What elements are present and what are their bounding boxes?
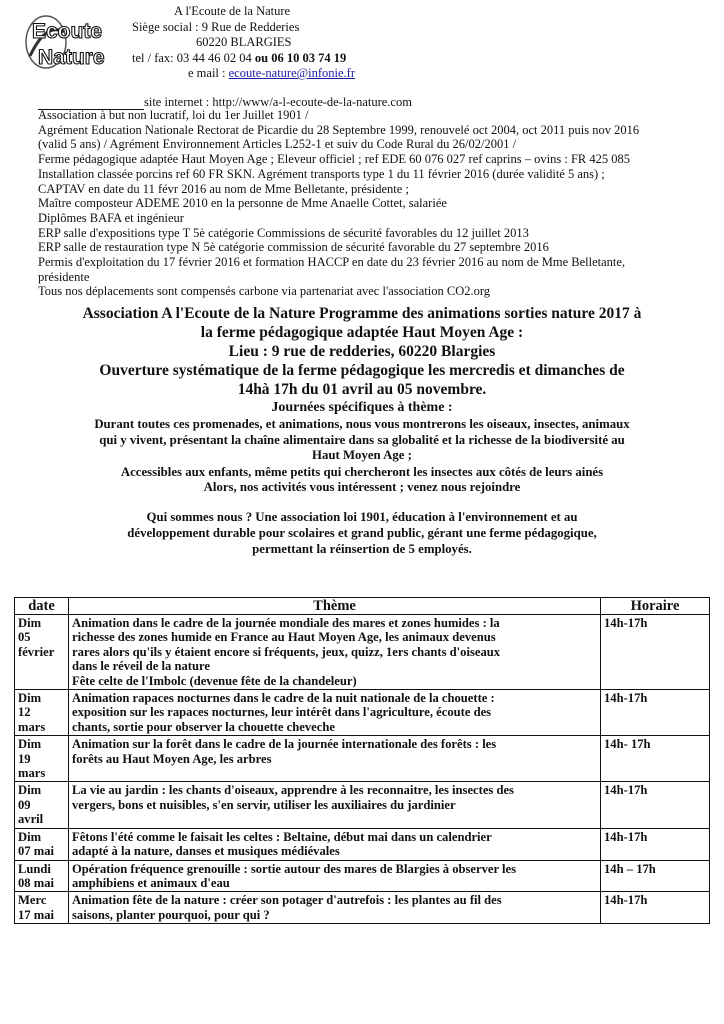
info-line: Permis d'exploitation du 17 février 2016 et formation HACCP en date du 23 février 2016 au nom de Mme Belletante, — [38, 255, 626, 270]
date-cell — [15, 690, 69, 736]
date-line: mars — [18, 719, 46, 734]
info-line: Agrément Education Nationale Rectorat de Picardie du 28 Septembre 1999, renouvelé oct 2004, oct 2011 puis nov 2016 — [38, 122, 640, 137]
date-line: Lundi — [18, 861, 51, 876]
city: 60220 BLARGIES — [196, 35, 292, 49]
kids-line: Accessibles aux enfants, même petits qui chercheront les insectes aux côtés de leurs ainés — [120, 464, 604, 479]
theme-line: amphibiens et animaux d'eau — [72, 875, 230, 890]
phone: tel / fax: 03 44 46 02 04 — [132, 50, 252, 65]
info-line: Association à but non lucratif, loi du 1er Juillet 1901 / — [38, 108, 309, 122]
logo-word-nature: Nature — [38, 46, 105, 69]
table-row — [15, 860, 710, 892]
info-line: CAPTAV en date du 11 févr 2016 au nom de Mme Belletante, présidente ; — [38, 181, 409, 196]
theme-line: Animation fête de la nature : créer son potager d'autrefois : les plantes au fil des — [72, 893, 502, 908]
intro-line: Durant toutes ces promenades, et animations, nous vous montrerons les oiseaux, insectes, animaux — [94, 417, 630, 431]
logo — [24, 12, 128, 72]
website[interactable]: site internet : http://www/a-l-ecoute-de-la-nature.com — [144, 95, 412, 109]
date-line: 12 — [18, 705, 31, 720]
theme-line: vergers, bons et nuisibles, s'en servir, utiliser les auxiliaires du jardinier — [72, 797, 456, 812]
date-cell — [15, 828, 69, 860]
theme-cell — [69, 860, 601, 892]
accreditation-list — [38, 108, 708, 299]
who-line: permettant la réinsertion de 5 employés. — [252, 541, 472, 556]
date-line: Merc — [18, 893, 47, 908]
table-row — [15, 892, 710, 924]
header-date: date — [15, 598, 69, 615]
program-title: Association A l'Ecoute de la Nature Programme des animations sorties nature 2017 à — [82, 305, 642, 322]
theme-cell — [69, 828, 601, 860]
table-header-row — [15, 598, 710, 615]
date-line: Dim — [18, 737, 42, 752]
theme-cell — [69, 782, 601, 828]
date-line: Dim — [18, 829, 42, 844]
header-horaire: Horaire — [601, 598, 710, 615]
intro-line: Haut Moyen Age ; — [312, 448, 412, 463]
date-line: 07 mai — [18, 844, 55, 859]
date-line: février — [18, 644, 55, 659]
info-line: Ferme pédagogique adaptée Haut Moyen Age ; Eleveur officiel ; ref EDE 60 076 027 ref caprins – ovins : FR 425 085 — [38, 152, 630, 167]
theme-line: Animation dans le cadre de la journée mondiale des mares et zones humides : la — [72, 616, 500, 630]
info-line: Maître composteur ADEME 2010 en la personne de Mme Anaelle Cottet, salariée — [38, 196, 447, 211]
table-row — [15, 690, 710, 736]
phone-line — [132, 51, 692, 67]
contact-block — [132, 4, 692, 82]
info-line: Diplômes BAFA et ingénieur — [38, 210, 184, 225]
email-label: e mail : — [188, 66, 226, 80]
logo-word-ecoute: Ecoute — [32, 20, 103, 43]
theme-line: rares alors qu'ils y étaient encore si fréquents, jeux, quizz, 1ers chants d'oiseaux — [72, 644, 501, 659]
date-line: 08 mai — [18, 875, 55, 890]
theme-line: Animation rapaces nocturnes dans le cadre de la nuit nationale de la chouette : — [72, 691, 495, 706]
horaire-cell: 14h- 17h — [601, 736, 710, 782]
horaire-cell: 14h-17h — [601, 615, 710, 690]
who-line: développement durable pour scolaires et grand public, gérant une ferme pédagogique, — [127, 525, 597, 540]
date-line: 19 — [18, 751, 31, 766]
theme-line: saisons, planter pourquoi, pour qui ? — [72, 907, 270, 922]
date-cell — [15, 892, 69, 924]
kids-line: Alors, nos activités vous intéressent ; venez nous rejoindre — [203, 480, 521, 495]
theme-line: adapté à la nature, danses et musiques médiévales — [72, 844, 340, 859]
date-line: 05 — [18, 630, 31, 645]
opening-hours-cont: 14hà 17h du 01 avril au 05 novembre. — [237, 381, 487, 398]
email-line — [132, 66, 692, 82]
date-line: Dim — [18, 783, 42, 798]
who-paragraph — [32, 509, 692, 557]
date-line: Dim — [18, 691, 42, 706]
info-line: Installation classée porcins ref 60 FR SKN. Agrément transports type 1 du 11 février 2016 (durée validité 5 ans) ; — [38, 166, 605, 181]
theme-line: La vie au jardin : les chants d'oiseaux, apprendre à les reconnaitre, les insectes des — [72, 783, 514, 798]
theme-line: Fête celte de l'Imbolc (devenue fête de la chandeleur) — [72, 673, 357, 688]
date-line: 17 mai — [18, 907, 55, 922]
date-line: Dim — [18, 616, 42, 630]
info-line: Tous nos déplacements sont compensés carbone via partenariat avec l'association CO2.org — [38, 284, 491, 299]
theme-line: forêts au Haut Moyen Age, les arbres — [72, 751, 272, 766]
siege-address: Siège social : 9 Rue de Redderies — [132, 19, 300, 34]
info-line: ERP salle de restauration type N 5è catégorie commission de sécurité favorable du 27 septembre 2016 — [38, 240, 549, 255]
theme-cell — [69, 892, 601, 924]
program-title-cont: la ferme pédagogique adaptée Haut Moyen Age : — [200, 324, 524, 341]
table-row — [15, 736, 710, 782]
date-line: avril — [18, 812, 44, 827]
theme-line: Fêtons l'été comme le faisait les celtes : Beltaine, début mai dans un calendrier — [72, 829, 492, 844]
horaire-cell: 14h-17h — [601, 690, 710, 736]
schedule-table — [14, 597, 710, 924]
theme-line: Opération fréquence grenouille : sortie autour des mares de Blargies à observer les — [72, 861, 516, 876]
phone-mobile: ou 06 10 03 74 19 — [254, 50, 347, 65]
info-line: (valid 5 ans) / Agrément Environnement Articles L252-1 et suiv du Code Rural du 26/02/2001 / — [38, 137, 517, 152]
email-link[interactable]: ecoute-nature@infonie.fr — [228, 66, 356, 80]
theme-cell — [69, 690, 601, 736]
date-cell — [15, 615, 69, 690]
horaire-cell: 14h – 17h — [601, 860, 710, 892]
who-line: Qui sommes nous ? Une association loi 1901, éducation à l'environnement et au — [146, 509, 578, 524]
opening-hours: Ouverture systématique de la ferme pédagogique les mercredis et dimanches de — [99, 362, 625, 379]
info-line: ERP salle d'expositions type T 5è catégorie Commissions de sécurité favorables du 12 juillet 2013 — [38, 225, 529, 240]
logo-graphic — [24, 12, 128, 72]
table-row — [15, 782, 710, 828]
horaire-cell: 14h-17h — [601, 782, 710, 828]
theme-cell — [69, 615, 601, 690]
date-line: 09 — [18, 797, 31, 812]
date-cell — [15, 860, 69, 892]
theme-line: dans le réveil de la nature — [72, 659, 210, 674]
horaire-cell: 14h-17h — [601, 828, 710, 860]
table-row — [15, 828, 710, 860]
date-cell — [15, 782, 69, 828]
horaire-cell: 14h-17h — [601, 892, 710, 924]
theme-cell — [69, 736, 601, 782]
table-row — [15, 615, 710, 690]
theme-line: richesse des zones humide en France au Haut Moyen Age, les animaux devenus — [72, 630, 496, 645]
program-section — [32, 304, 692, 557]
info-line: présidente — [38, 269, 90, 284]
theme-line: exposition sur les rapaces nocturnes, leur intérêt dans l'agriculture, écoute des — [72, 705, 492, 720]
date-line: mars — [18, 766, 46, 781]
header-theme: Thème — [69, 598, 601, 615]
themes-heading: Journées spécifiques à thème : — [271, 400, 453, 415]
date-cell — [15, 736, 69, 782]
location: Lieu : 9 rue de redderies, 60220 Blargies — [228, 343, 496, 360]
theme-line: chants, sortie pour observer la chouette cheveche — [72, 719, 335, 734]
theme-line: Animation sur la forêt dans le cadre de la journée internationale des forêts : les — [72, 737, 497, 752]
kids-paragraph — [32, 465, 692, 496]
intro-paragraph — [32, 417, 692, 464]
intro-line: qui y vivent, présentant la chaîne alimentaire dans sa globalité et la richesse de la biodiversité au — [99, 432, 625, 447]
org-name: A l'Ecoute de la Nature — [174, 4, 291, 18]
